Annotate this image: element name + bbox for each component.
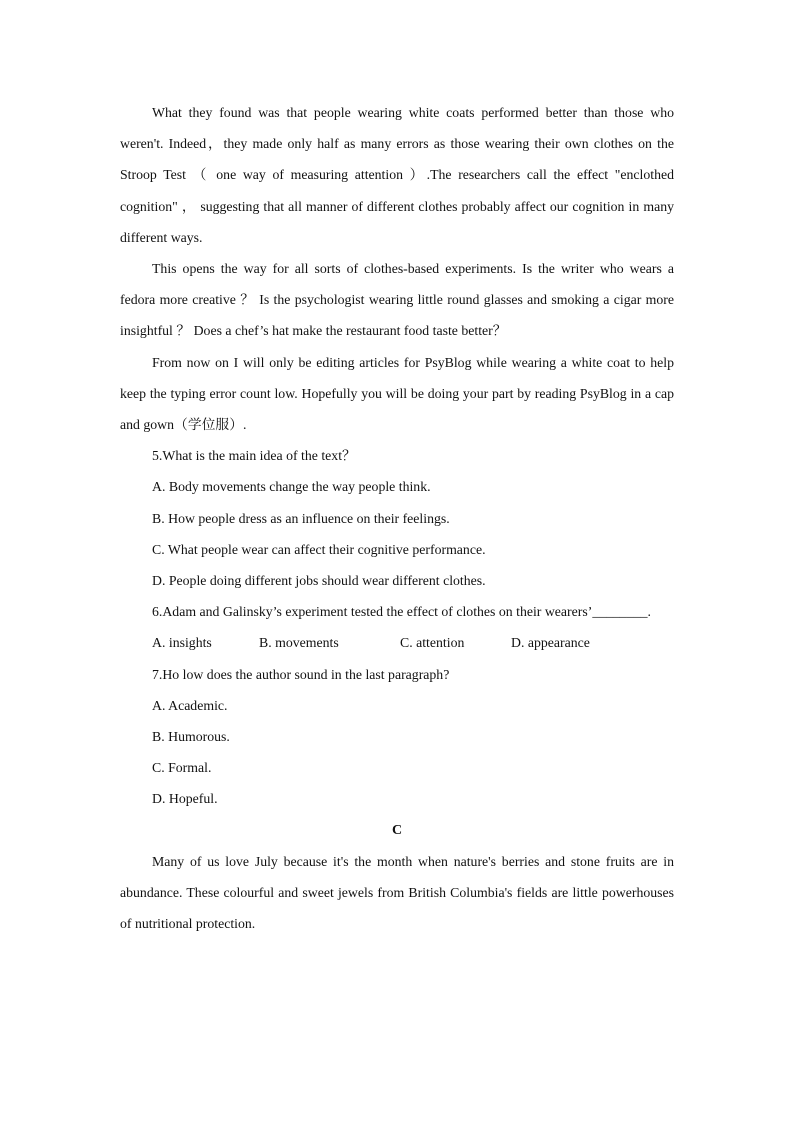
section-heading-c: C <box>391 822 403 838</box>
question-7-option-c: C. Formal. <box>152 760 212 776</box>
question-6-option-a: A. insights <box>152 635 212 651</box>
question-6: 6.Adam and Galinsky’s experiment tested the effect of clothes on their wearers’________. <box>152 604 651 620</box>
question-5-option-a: A. Body movements change the way people think. <box>152 479 431 495</box>
question-6-option-c: C. attention <box>400 635 465 651</box>
question-7: 7.Ho low does the author sound in the last paragraph? <box>152 666 450 682</box>
question-5-option-c: C. What people wear can affect their cognitive performance. <box>152 541 486 557</box>
question-6-option-b: B. movements <box>259 635 339 651</box>
question-7-option-d: D. Hopeful. <box>152 791 218 807</box>
question-5-option-d: D. People doing different jobs should wear different clothes. <box>152 573 486 589</box>
document-body <box>120 97 674 939</box>
question-5: 5.What is the main idea of the text？ <box>152 448 356 464</box>
question-7-option-a: A. Academic. <box>152 697 228 713</box>
question-5-option-b: B. How people dress as an influence on their feelings. <box>152 510 450 526</box>
question-6-options <box>120 627 674 658</box>
question-6-option-d: D. appearance <box>511 635 590 651</box>
paragraph-july-berries: Many of us love July because it's the month when nature's berries and stone fruits are in abundance. These colourful and sweet jewels from British Columbia's fields are little powerhouses of nutritional protection. <box>120 853 674 932</box>
paragraph-enclothed-cognition: What they found was that people wearing white coats performed better than those who weren't. Indeed，they made only half as many errors as those wearing their own clothes on the Stroop Test （ one way of measuring attention ）.The researchers call the effect "enclothed cognition" ， suggesting that all manner of different clothes probably affect our cognition in many different ways. <box>120 105 674 245</box>
paragraph-clothes-experiments: This opens the way for all sorts of clothes-based experiments. Is the writer who wears a fedora more creative ？ Is the psychologist wearing little round glasses and smoking a cigar more insightful ？ Does a chef’s hat make the restaurant food taste better？ <box>120 261 674 339</box>
paragraph-psyblog: From now on I will only be editing articles for PsyBlog while wearing a white coat to help keep the typing error count low. Hopefully you will be doing your part by reading PsyBlog in a cap and gown（学位服）. <box>120 354 674 433</box>
question-7-option-b: B. Humorous. <box>152 729 230 745</box>
